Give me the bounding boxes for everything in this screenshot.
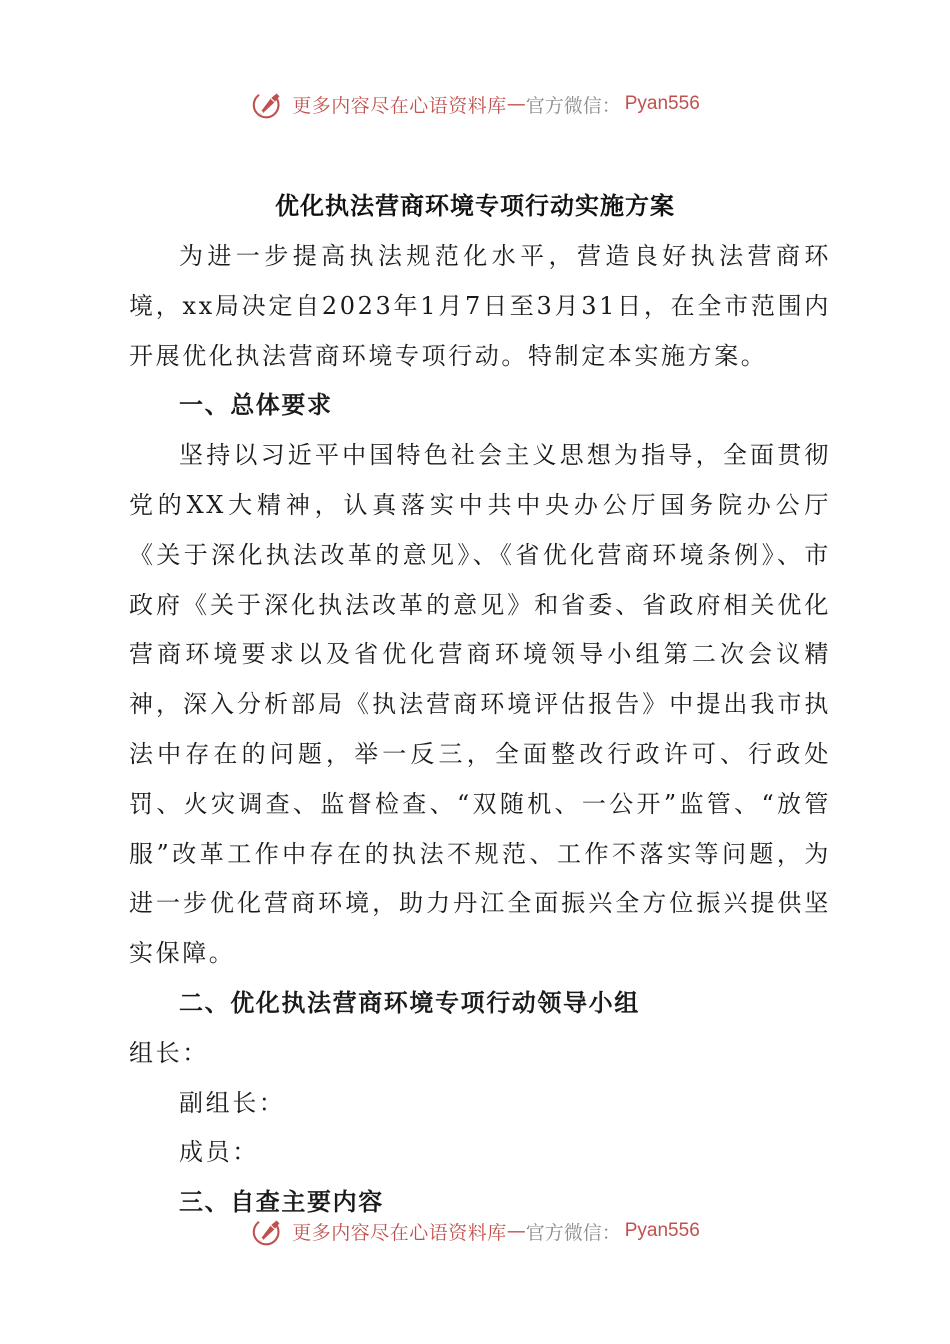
- watermark-separator: —: [506, 93, 526, 115]
- pen-nib-logo-icon: [250, 85, 288, 123]
- intro-paragraph: 为进一步提高执法规范化水平，营造良好执法营商环境，xx局决定自2023年1月7日至3月31日，在全市范围内开展优化执法营商环境专项行动。特制定本实施方案。: [129, 242, 831, 370]
- section3-heading: 三、自查主要内容: [179, 1188, 384, 1217]
- watermark-wechat-id: Pyan556: [624, 93, 700, 114]
- section1-heading: 一、总体要求: [179, 391, 333, 420]
- watermark-separator: —: [506, 1220, 526, 1242]
- document-title: 优化执法营商环境专项行动实施方案: [275, 192, 675, 220]
- watermark-wechat-id: Pyan556: [624, 1220, 700, 1241]
- members-line: 成员：: [179, 1138, 259, 1167]
- watermark-label: 官方微信：: [525, 1221, 621, 1244]
- leader-line: 组长：: [129, 1038, 209, 1067]
- header-watermark: [0, 82, 950, 126]
- watermark-label: 官方微信：: [525, 94, 621, 117]
- footer-watermark: [0, 1209, 950, 1253]
- watermark-text: 更多内容尽在心语资料库: [292, 94, 507, 117]
- watermark-text: 更多内容尽在心语资料库: [292, 1221, 507, 1244]
- section1-paragraph: 坚持以习近平中国特色社会主义思想为指导，全面贯彻党的XX大精神，认真落实中共中央办公厅国务院办公厅《关于深化执法改革的意见》、《省优化营商环境条例》、市政府《关于深化执法改革的意见》和省委、省政府相关优化营商环境要求以及省优化营商环境领导小组第二次会议精神，深入分析部局《执法营商环境评估报告》中提出我市执法中存在的问题，举一反三，全面整改行政许可、行政处罚、火灾调查、监督检查、“双随机、一公开”监管、“放管服”改革工作中存在的执法不规范、工作不落实等问题，为进一步优化营商环境，助力丹江全面振兴全方位振兴提供坚实保障。: [129, 441, 831, 968]
- section2-heading: 二、优化执法营商环境专项行动领导小组: [179, 988, 640, 1017]
- document-body: [129, 232, 831, 1228]
- pen-nib-logo-icon: [250, 1212, 288, 1250]
- deputy-leader-line: 副组长：: [179, 1088, 286, 1117]
